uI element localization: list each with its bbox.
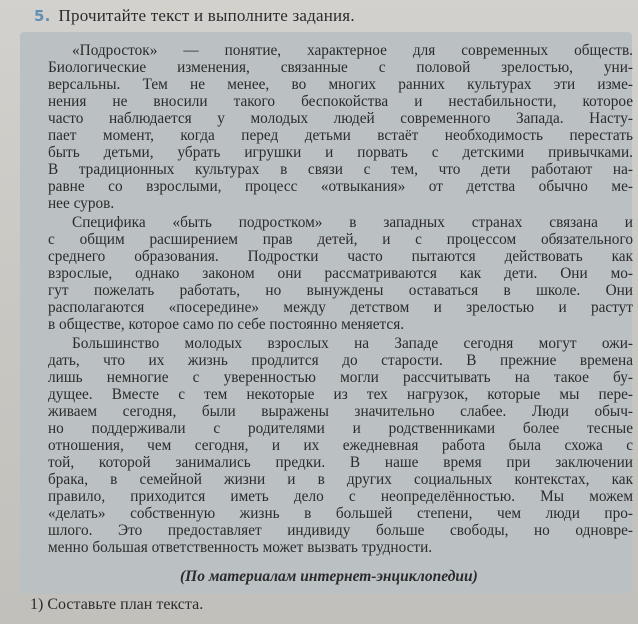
text-line: нения не вносили такого беспокойства и нестабильности, которое <box>48 93 633 110</box>
text-line: Большинство молодых взрослых на Западе сегодня могут ожи- <box>72 335 633 352</box>
text-line: с общим расширением прав детей, и с процессом обязательного <box>48 231 633 248</box>
text-line: гут пожелать работать, но вынуждены оставаться в школе. Они <box>48 282 633 299</box>
text-line: Специфика «быть подростком» в западных странах связана и <box>72 214 633 231</box>
task-number: 5. <box>34 7 51 25</box>
text-line: той, которой занимались предки. В наше время при заключении <box>48 454 633 471</box>
text-line: «делать» собственную жизнь в большей степени, чем люди про- <box>48 505 633 522</box>
text-line: В традиционных культурах в связи с тем, что дети работают на- <box>48 161 633 178</box>
text-line: лишь немногие с уверенностью могли рассчитывать на такое бу- <box>48 369 633 386</box>
reading-text-box <box>20 32 632 594</box>
text-line: пает момент, когда перед детьми встаёт необходимость перестать <box>48 127 633 144</box>
task-title: Прочитайте текст и выполните задания. <box>58 6 355 25</box>
question-1: 1) Составьте план текста. <box>30 596 204 613</box>
text-line: часто наблюдается у молодых людей современного Запада. Насту- <box>48 110 633 127</box>
task-heading <box>34 6 355 26</box>
text-line: «Подросток» — понятие, характерное для современных обществ. <box>72 42 633 59</box>
text-line: отношения, чем сегодня, и их ежедневная работа была схожа с <box>48 437 633 454</box>
text-line: быть детьми, убрать игрушки и порвать с детскими привычками. <box>48 144 633 161</box>
text-line: брака, в семейной жизни и в других социальных контекстах, как <box>48 471 633 488</box>
text-line: живаем сегодня, были выражены значительно слабее. Люди обыч- <box>48 403 633 420</box>
text-line: Биологические изменения, связанные с половой зрелостью, уни- <box>48 59 633 76</box>
text-line: взрослые, однако законом они рассматриваются как дети. Они мо- <box>48 265 633 282</box>
text-line: версальны. Тем не менее, во многих ранних культурах эти изме- <box>48 76 633 93</box>
text-line: в обществе, которое само по себе постоянно меняется. <box>48 316 405 333</box>
text-line: равне со взрослыми, процесс «отвыкания» от детства обычно ме- <box>48 178 633 195</box>
text-line: среднего образования. Подростки часто пытаются действовать как <box>48 248 633 265</box>
text-line: дать, что их жизнь продлится до старости. В прежние времена <box>48 352 633 369</box>
text-line: менно большая ответственность может вызвать трудности. <box>48 539 433 556</box>
text-line: шлого. Это предоставляет индивиду больше свободы, но одновре- <box>48 522 633 539</box>
text-line: дущее. Вместе с тем некоторые из тех нагрузок, которые мы пере- <box>48 386 633 403</box>
text-line: но поддерживали с родителями и родственниками более тесные <box>48 420 633 437</box>
text-line: правило, приходится иметь дело с неопределённостью. Мы можем <box>48 488 633 505</box>
text-line: нее суров. <box>48 195 115 212</box>
source-citation: (По материалам интернет-энциклопедии) <box>180 568 478 585</box>
text-line: располагаются «посередине» между детством и зрелостью и растут <box>48 299 633 316</box>
